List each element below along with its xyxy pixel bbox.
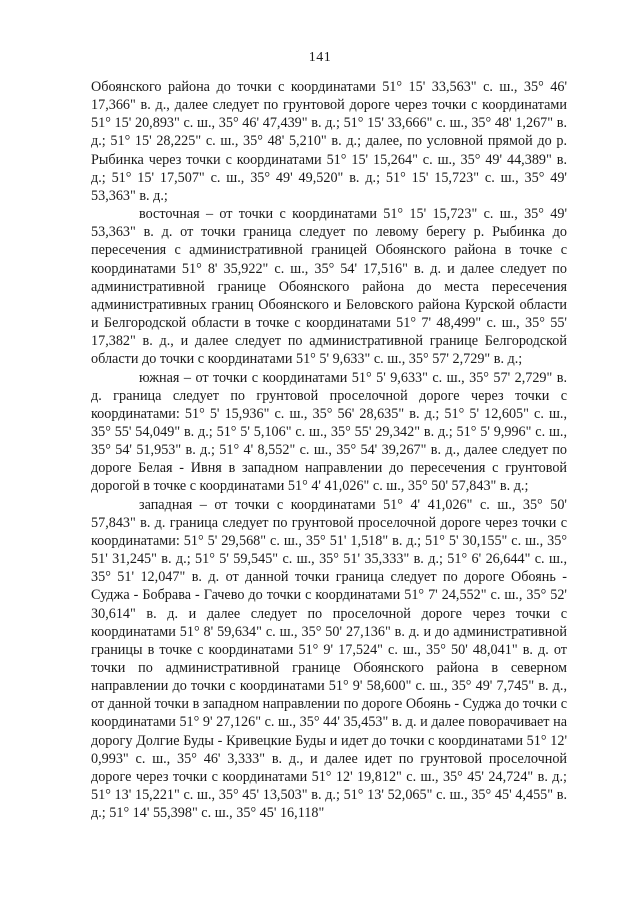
- paragraph-north-continued: Обоянского района до точки с координатами 51° 15' 33,563" с. ш., 35° 46' 17,366" в. д., далее следует по грунтовой дороге через точки с координатами 51° 15' 20,893" с. ш., 35° 46' 47,439" в. д.; 51° 15' 33,666" с. ш., 35° 48' 1,267" в. д.; 51° 15' 28,225" с. ш., 35° 48' 5,210" в. д.; далее, по условной прямой до р. Рыбинка через точки с координатами 51° 15' 15,264" с. ш., 35° 49' 44,389" в. д.; 51° 15' 17,507" с. ш., 35° 49' 49,520" в. д.; 51° 15' 15,723" с. ш., 35° 49' 53,363" в. д.;: [91, 79, 567, 204]
- document-body: [91, 78, 567, 822]
- paragraph-east-boundary: восточная – от точки с координатами 51° 15' 15,723" с. ш., 35° 49' 53,363" в. д. от точки граница следует по левому берегу р. Рыбинка до пересечения с административной границей Обоянского района в точке с координатами 51° 8' 35,922" с. ш., 35° 54' 17,516" в. д. и далее следует по административной границе Обоянского района до места пересечения административных границ Обоянского и Беловского района Курской области и Белгородской области в точке с координатами 51° 7' 48,499" с. ш., 35° 55' 17,382" в. д., и далее следует по административной границе Белгородской области до точки с координатами 51° 5' 9,633" с. ш., 35° 57' 2,729" в. д.;: [91, 206, 567, 368]
- paragraph-south-boundary: южная – от точки с координатами 51° 5' 9,633" с. ш., 35° 57' 2,729" в. д. граница следует по грунтовой проселочной дороге через точки с координатами: 51° 5' 15,936" с. ш., 35° 56' 28,635" в. д.; 51° 5' 12,605" с. ш., 35° 55' 54,049" в. д.; 51° 5' 5,106" с. ш., 35° 55' 29,342" в. д.; 51° 5' 9,996" с. ш., 35° 54' 51,953" в. д.; 51° 4' 8,552" с. ш., 35° 54' 39,267" в. д., далее следует по дороге Белая - Ивня в западном направлении до пересечения с грунтовой дорогой в точке с координатами 51° 4' 41,026" с. ш., 35° 50' 57,843" в. д.;: [91, 369, 567, 495]
- paragraph-west-boundary: западная – от точки с координатами 51° 4' 41,026" с. ш., 35° 50' 57,843" в. д. граница следует по грунтовой проселочной дороге через точки с координатами: 51° 5' 29,568" с. ш., 35° 51' 1,518" в. д.; 51° 5' 30,155" с. ш., 35° 51' 31,245" в. д.; 51° 5' 59,545" с. ш., 35° 51' 35,333" в. д.; 51° 6' 26,644" с. ш., 35° 51' 12,047" в. д. от данной точки граница следует по дороге Обоянь - Суджа - Бобрава - Гачево до точки с координатами 51° 7' 24,552" с. ш., 35° 52' 30,614" в. д. и далее следует по проселочной дороге через точки с координатами 51° 8' 59,634" с. ш., 35° 50' 27,136" в. д. и до административной границы в точке с координатами 51° 9' 17,524" с. ш., 35° 50' 48,041" в. д. от точки по административной границе Обоянского района в северном направлении до точки с координатами 51° 9' 58,600" с. ш., 35° 49' 7,745" в. д., от данной точки в западном направлении по дороге Обоянь - Суджа до точки с координатами 51° 9' 27,126" с. ш., 35° 44' 35,453" в. д. и далее поворачивает на дорогу Долгие Буды - Кривецкие Буды и идет до точки с координатами 51° 12' 0,993" с. ш., 35° 46' 3,333" в. д., и далее идет по грунтовой проселочной дороге через точки с координатами 51° 12' 19,812" с. ш., 35° 45' 24,724" в. д.; 51° 13' 15,221" с. ш., 35° 45' 13,503" в. д.; 51° 13' 52,065" с. ш., 35° 45' 4,455" в. д.; 51° 14' 55,398" с. ш., 35° 45' 16,118": [91, 496, 567, 822]
- page-number: 141: [308, 50, 332, 65]
